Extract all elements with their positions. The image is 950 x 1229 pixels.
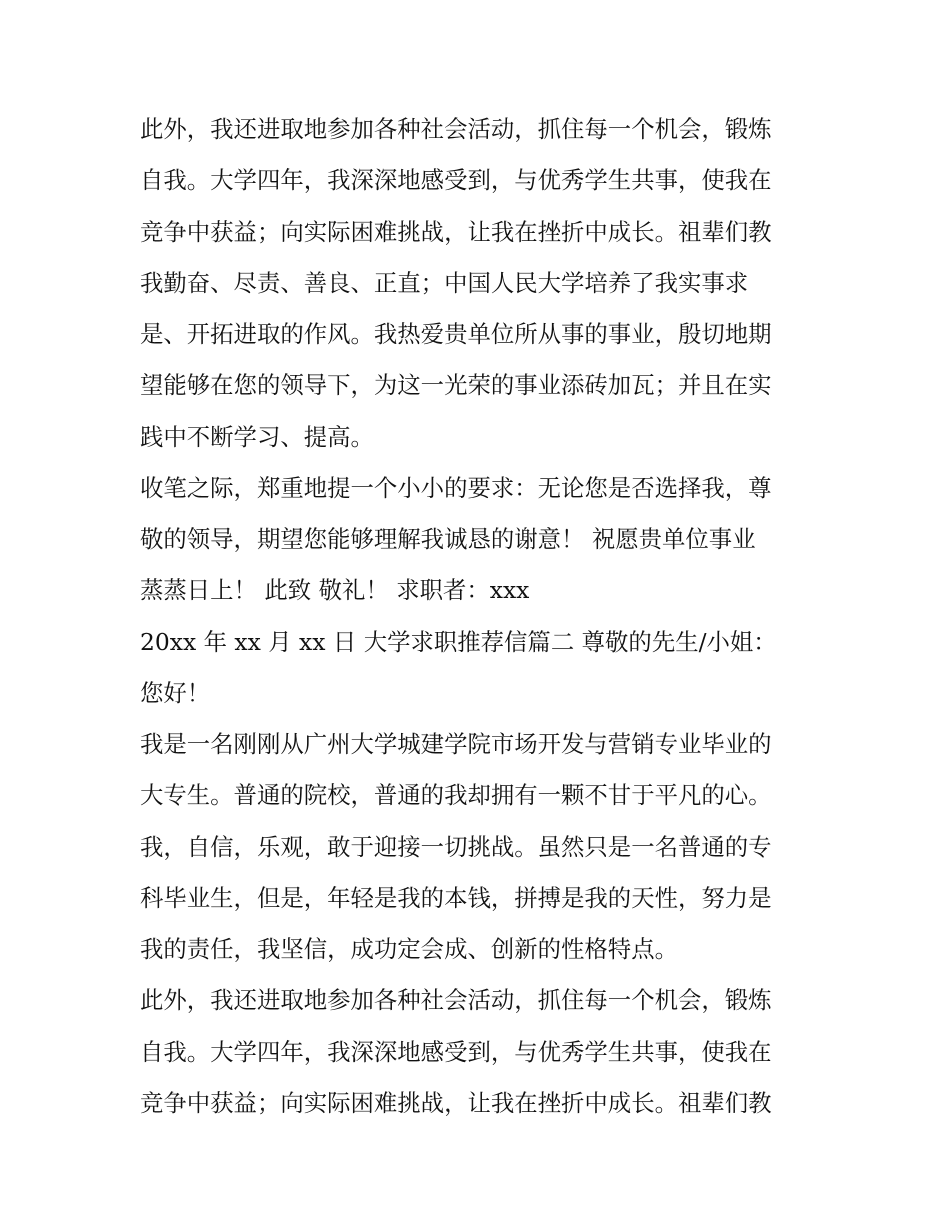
signature-line: 蒸蒸日上！ 此致 敬礼！ 求职者：xxx <box>140 576 530 605</box>
greeting-line: 您好！ <box>140 678 211 707</box>
text-line: 我的责任，我坚信，成功定会成、创新的性格特点。 <box>140 935 678 963</box>
text-line: 收笔之际，郑重地提一个小小的要求：无论您是否选择我，尊 <box>140 473 772 502</box>
text-line: 此外，我还进取地参加各种社会活动，抓住每一个机会，锻炼 <box>140 115 772 143</box>
date-heading-line: 20xx 年 xx 月 xx 日 大学求职推荐信篇二 尊敬的先生/小姐： <box>140 627 777 656</box>
text-line: 我是一名刚刚从广州大学城建学院市场开发与营销专业毕业的 <box>140 730 772 758</box>
text-line: 我，自信，乐观，敢于迎接一切挑战。虽然只是一名普通的专 <box>140 832 772 861</box>
text-line: 竞争中获益；向实际困难挑战，让我在挫折中成长。祖辈们教 <box>140 1088 772 1117</box>
text-line: 竞争中获益；向实际困难挑战，让我在挫折中成长。祖辈们教 <box>140 217 772 246</box>
text-line: 科毕业生，但是，年轻是我的本钱，拼搏是我的天性，努力是 <box>140 883 772 912</box>
text-line: 敬的领导，期望您能够理解我诚恳的谢意！ 祝愿贵单位事业 <box>140 525 756 553</box>
text-line: 自我。大学四年，我深深地感受到，与优秀学生共事，使我在 <box>140 1037 772 1066</box>
text-line: 望能够在您的领导下，为这一光荣的事业添砖加瓦；并且在实 <box>140 371 772 400</box>
text-line: 是、开拓进取的作风。我热爱贵单位所从事的事业，殷切地期 <box>140 320 772 348</box>
letter-body <box>140 104 830 1129</box>
text-line: 我勤奋、尽责、善良、正直；中国人民大学培养了我实事求 <box>140 268 749 297</box>
text-line: 大专生。普通的院校，普通的我却拥有一颗不甘于平凡的心。 <box>140 781 772 810</box>
text-line: 践中不断学习、提高。 <box>140 422 374 451</box>
text-line: 此外，我还进取地参加各种社会活动，抓住每一个机会，锻炼 <box>140 986 772 1015</box>
text-line: 自我。大学四年，我深深地感受到，与优秀学生共事，使我在 <box>140 166 772 195</box>
